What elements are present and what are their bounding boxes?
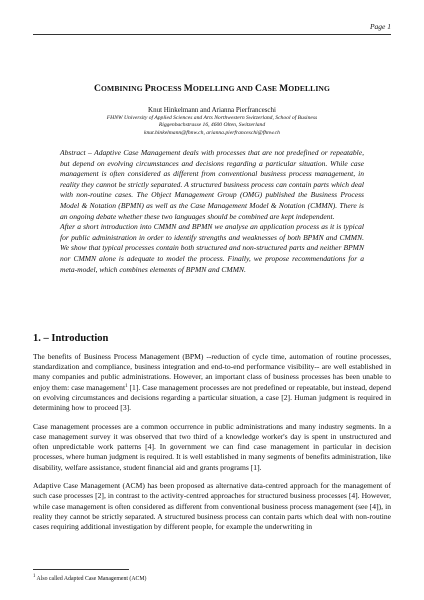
affiliation [0, 115, 424, 137]
title-cap: C [254, 83, 262, 94]
abstract-paragraph: Abstract – Adaptive Case Management deals with processes that are not predefined or repeatable, but depend on evolving circumstances and decisions regarding a particular situation. While case management is often considered as different from conventional business process management, in reality they cannot be strictly separated. A structured business process can contain parts which deal with non-routine cases. The Object Management Group (OMG) published the Business Process Model & Notation (BPMN) as well as the Case Management Model & Notation (CMMN). There is an ongoing debate whether these two languages should be combined are kept independent. [60, 148, 364, 221]
title-smallcaps: ODELLING AND [192, 84, 255, 93]
affiliation-line: Riggenbachstrasse 16, 4600 Olten, Switzerland [158, 122, 266, 129]
author-emails: knut.hinkelmann@fhnw.ch, arianna.pierfranceschi@fhnw.ch [144, 129, 280, 136]
footnote-text: Also called Adapted Case Management (ACM) [35, 576, 147, 582]
affiliation-line: FHNW University of Applied Sciences and Arts Northwestern Switzerland, School of Business [106, 115, 318, 121]
paragraph-text: The benefits of Business Process Management (BPM) --reduction of cycle time, automation of routine processes, standardization and compliance, business integration and end-to-end performance visibility-- are well established in many companies and public administrations. However, an important class of business processes has been unable to enjoy them: case management [33, 352, 391, 392]
title-cap: M [183, 83, 193, 94]
paper-title [0, 83, 424, 94]
title-cap: M [279, 83, 289, 94]
body-text [33, 352, 391, 541]
title-cap: C [94, 83, 102, 94]
title-smallcaps: ROCESS [150, 84, 184, 93]
abstract-paragraph: After a short introduction into CMMN and BPMN we analyse an application process as it is typical for public administration in order to identify strengths and weaknesses of both BPMN and CMMN. We show that typical processes contain both structured and non-structured parts and neither BPMN nor CMMN alone is adequate to model the process. Finally, we propose recommendations for a meta-model, which combines elements of BPMN and CMMN. [60, 222, 364, 274]
footnote-marker: 1 [125, 383, 128, 389]
section-heading: 1. – Introduction [33, 333, 109, 344]
title-smallcaps: ASE [262, 84, 280, 93]
footnote-rule [33, 569, 129, 570]
paragraph-text: [1]. Case management processes are not predefined or repeatable, but instead, depend on evolving circumstances and decisions regarding a particular situation, a case [2]. Human judgment is required in determining how to proceed [3]. [33, 382, 391, 413]
body-paragraph: Case management processes are a common occurrence in public administrations and many industry segments. In a case management survey it was observed that two third of a knowledge worker's day is spent in unstructured and often unpredictable work patterns [4]. In government we can find case management in particular in decision processes, where human judgment is required. It is well established in many segments of benefits administration, like disability, welfare assistance, student financial aid and grants programs [1]. [33, 421, 391, 472]
footnote [33, 576, 147, 582]
body-paragraph: Adaptive Case Management (ACM) has been proposed as alternative data-centred approach for the management of such case processes [2], in contrast to the activity-centred approaches for structured business processes [4]. However, while case management is often considered as different from conventional business process management (see [4]), in reality they cannot be strictly separated. A structured business process can contain parts which deal with non-routine cases requiring additional investigation by different people, for example the underwriting in [33, 481, 391, 532]
body-paragraph [33, 352, 391, 413]
authors: Knut Hinkelmann and Arianna Pierfranceschi [148, 106, 276, 114]
title-cap: P [144, 83, 151, 94]
page-number: Page 1 [369, 22, 391, 31]
title-smallcaps: OMBINING [101, 84, 145, 93]
footnote-number: 1 [33, 574, 36, 579]
abstract [60, 148, 364, 275]
header-rule [33, 34, 391, 35]
title-smallcaps: ODELLING [288, 84, 330, 93]
